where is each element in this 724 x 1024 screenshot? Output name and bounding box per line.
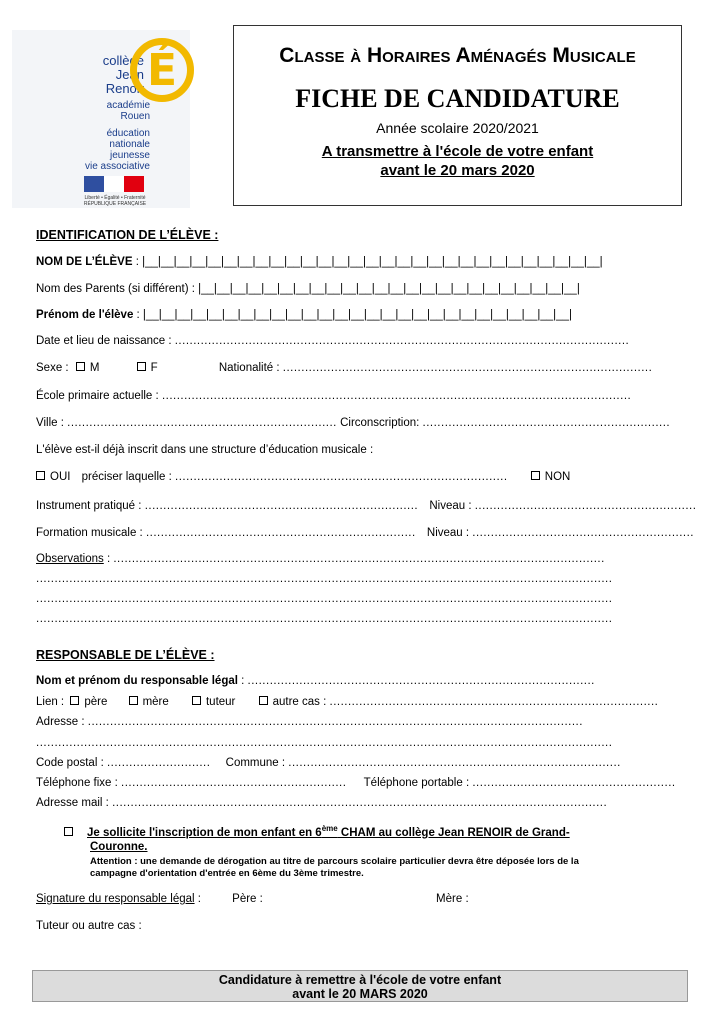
signature-pere-label[interactable]: Père : xyxy=(232,893,263,905)
student-name-row xyxy=(36,256,603,268)
sex-f-checkbox[interactable] xyxy=(137,362,146,371)
logo-academie-line1: académie xyxy=(106,100,150,111)
deadline-line2: avant le 20 mars 2020 xyxy=(380,162,535,179)
college-logo xyxy=(12,30,190,208)
nationality-field[interactable]: .................................................................................................... xyxy=(282,362,653,374)
phone-fixe-field[interactable]: ............................................................. xyxy=(121,777,347,789)
oui-checkbox[interactable] xyxy=(36,471,45,480)
relation-pere-checkbox[interactable] xyxy=(70,696,79,705)
preciser-label: préciser laquelle : xyxy=(81,471,172,483)
school-field[interactable]: ............................................................................................................................... xyxy=(161,390,632,402)
non-label: NON xyxy=(544,471,571,483)
observations-row: Observations : ..................................................................................................................................... xyxy=(36,553,605,565)
relation-pere-label: père xyxy=(84,696,108,708)
school-label: École primaire actuelle : xyxy=(36,390,159,402)
logo-ministry-line2: nationale xyxy=(109,139,150,150)
guardian-name-field[interactable]: .............................................................................................. xyxy=(247,675,595,687)
logo-ministry xyxy=(78,128,150,172)
sex-m-checkbox[interactable] xyxy=(76,362,85,371)
commune-field[interactable]: .......................................................................................... xyxy=(288,757,621,769)
observations-field[interactable]: ..................................................................................................................................... xyxy=(113,553,605,565)
circonscription-label: Circonscription: xyxy=(340,417,420,429)
observations-line-3[interactable]: ............................................................................................................................................................ xyxy=(36,593,613,605)
phone-mobile-label: Téléphone portable : xyxy=(363,777,470,789)
student-firstname-label: Prénom de l'élève xyxy=(36,309,134,321)
instrument-level-field[interactable]: ............................................................ xyxy=(474,500,697,512)
sex-m-label: M xyxy=(89,362,100,374)
birth-field[interactable]: ........................................................................................................................... xyxy=(174,335,630,347)
oui-label: OUI xyxy=(50,471,71,483)
attention-note xyxy=(90,856,690,880)
logo-e-icon: É xyxy=(130,38,194,102)
footer-line2: avant le 20 MARS 2020 xyxy=(292,987,428,1001)
signature-row: Signature du responsable légal : Père : Mère : xyxy=(36,893,469,905)
formation-level-label: Niveau : xyxy=(426,527,470,539)
request-text-before: Je sollicite l'inscription de mon enfant en 6 xyxy=(87,826,322,839)
relation-tuteur-checkbox[interactable] xyxy=(192,696,201,705)
formation-field[interactable]: ......................................................................... xyxy=(145,527,416,539)
parents-name-boxes[interactable]: : |__|__|__|__|__|__|__|__|__|__|__|__|__|__|__|__|__|__|__|__|__|__|__|__| xyxy=(191,283,580,295)
instrument-field[interactable]: .......................................................................... xyxy=(144,500,419,512)
address-field[interactable]: ...................................................................................................................................... xyxy=(87,716,583,728)
relation-autre-checkbox[interactable] xyxy=(259,696,268,705)
birth-row xyxy=(36,335,629,347)
city-field[interactable]: ......................................................................... xyxy=(67,417,337,429)
marianne-flag-icon xyxy=(84,176,144,192)
relation-label: Lien : xyxy=(36,696,65,708)
school-row xyxy=(36,390,631,402)
program-title: Classe à Horaires Aménagés Musicale xyxy=(279,44,636,67)
student-name-boxes[interactable]: : |__|__|__|__|__|__|__|__|__|__|__|__|__|__|__|__|__|__|__|__|__|__|__|__|__|__|__|__|__| xyxy=(135,256,603,268)
logo-ministry-line4: vie associative xyxy=(84,161,150,172)
relation-autre-field[interactable]: ......................................................................................... xyxy=(329,696,659,708)
postal-field[interactable]: ............................ xyxy=(106,757,211,769)
relation-autre-label: autre cas : xyxy=(272,696,327,708)
student-firstname-row xyxy=(36,309,572,321)
phone-mobile-field[interactable]: ....................................................... xyxy=(472,777,676,789)
logo-college-line2: Jean Renoir xyxy=(105,67,144,96)
request-text-after: CHAM au collège Jean RENOIR de Grand- xyxy=(337,826,570,839)
non-checkbox[interactable] xyxy=(531,471,540,480)
request-statement xyxy=(64,822,644,854)
deadline-line1: A transmettre à l'école de votre enfant xyxy=(321,143,594,160)
student-section-title: IDENTIFICATION DE L’ÉLÈVE : xyxy=(36,228,219,242)
formation-label: Formation musicale : xyxy=(36,527,143,539)
email-label: Adresse mail : xyxy=(36,797,109,809)
request-superscript: ème xyxy=(321,824,338,833)
formation-row xyxy=(36,527,694,539)
footer-banner xyxy=(32,970,688,1002)
school-year: Année scolaire 2020/2021 xyxy=(376,120,539,136)
address-row xyxy=(36,716,583,728)
observations-label: Observations xyxy=(36,553,104,565)
parents-name-row xyxy=(36,283,580,295)
observations-line-2[interactable]: ............................................................................................................................................................ xyxy=(36,573,613,585)
commune-label: Commune : xyxy=(225,757,286,769)
observations-line-4[interactable]: ............................................................................................................................................................ xyxy=(36,613,613,625)
guardian-section-title: RESPONSABLE DE L’ÉLÈVE : xyxy=(36,648,215,662)
address-label: Adresse : xyxy=(36,716,85,728)
nationality-label: Nationalité : xyxy=(218,362,280,374)
instrument-row xyxy=(36,500,696,512)
email-row xyxy=(36,797,607,809)
guardian-name-row: Nom et prénom du responsable légal : .............................................................................................. xyxy=(36,675,595,687)
relation-tuteur-label: tuteur xyxy=(205,696,236,708)
logo-academie-line2: Rouen xyxy=(120,111,150,122)
attention-line1: Attention : une demande de dérogation au titre de parcours scolaire particulier devra être déposée lors de la xyxy=(90,856,579,867)
address-line-2[interactable]: ............................................................................................................................................................ xyxy=(36,737,613,749)
logo-academie xyxy=(78,100,150,122)
signature-tuteur-label[interactable]: Tuteur ou autre cas : xyxy=(36,920,142,932)
header-box xyxy=(233,25,682,206)
sex-label: Sexe : xyxy=(36,362,69,374)
email-field[interactable]: ...................................................................................................................................... xyxy=(112,797,608,809)
attention-line2: campagne d'orientation d'entrée en 6ème du 3ème trimestre. xyxy=(90,868,364,879)
deadline-notice xyxy=(234,142,681,180)
logo-ministry-line3: jeunesse xyxy=(109,150,150,161)
student-name-label: NOM DE L’ÉLÈVE xyxy=(36,256,133,268)
relation-row xyxy=(36,696,658,708)
request-text-line2: Couronne. xyxy=(90,840,148,853)
request-text xyxy=(87,824,570,839)
formation-level-field[interactable]: ............................................................ xyxy=(472,527,694,539)
instrument-label: Instrument pratiqué : xyxy=(36,500,142,512)
phone-fixe-label: Téléphone fixe : xyxy=(36,777,118,789)
parents-name-label: Nom des Parents (si différent) xyxy=(36,283,189,295)
preciser-field[interactable]: .......................................................................................... xyxy=(175,471,508,483)
phone-row xyxy=(36,777,676,789)
postal-row xyxy=(36,757,621,769)
music-structure-row xyxy=(36,471,570,483)
signature-label: Signature du responsable légal xyxy=(36,893,195,905)
circonscription-field[interactable]: ................................................................... xyxy=(422,417,671,429)
instrument-level-label: Niveau : xyxy=(429,500,472,512)
footer-line1: Candidature à remettre à l'école de votre enfant xyxy=(218,973,502,987)
birth-label: Date et lieu de naissance : xyxy=(36,335,172,347)
guardian-name-label: Nom et prénom du responsable légal xyxy=(36,675,238,687)
relation-mere-label: mère xyxy=(142,696,169,708)
postal-label: Code postal : xyxy=(36,757,104,769)
republique-francaise-text: Liberté • Égalité • Fraternité RÉPUBLIQUE FRANÇAISE xyxy=(83,195,147,207)
sex-f-label: F xyxy=(150,362,158,374)
signature-mere-label[interactable]: Mère : xyxy=(436,893,469,905)
music-structure-question: L'élève est-il déjà inscrit dans une structure d’éducation musicale : xyxy=(36,444,374,456)
request-checkbox[interactable] xyxy=(64,827,73,836)
city-row xyxy=(36,417,670,429)
logo-college-line1: collège xyxy=(102,53,144,68)
sex-row xyxy=(36,362,652,374)
logo-ministry-line1: éducation xyxy=(106,128,150,139)
student-firstname-boxes[interactable]: : |__|__|__|__|__|__|__|__|__|__|__|__|__|__|__|__|__|__|__|__|__|__|__|__|__|__|__| xyxy=(136,309,572,321)
form-title: FICHE DE CANDIDATURE xyxy=(295,84,620,113)
relation-mere-checkbox[interactable] xyxy=(129,696,138,705)
city-label: Ville : xyxy=(36,417,64,429)
